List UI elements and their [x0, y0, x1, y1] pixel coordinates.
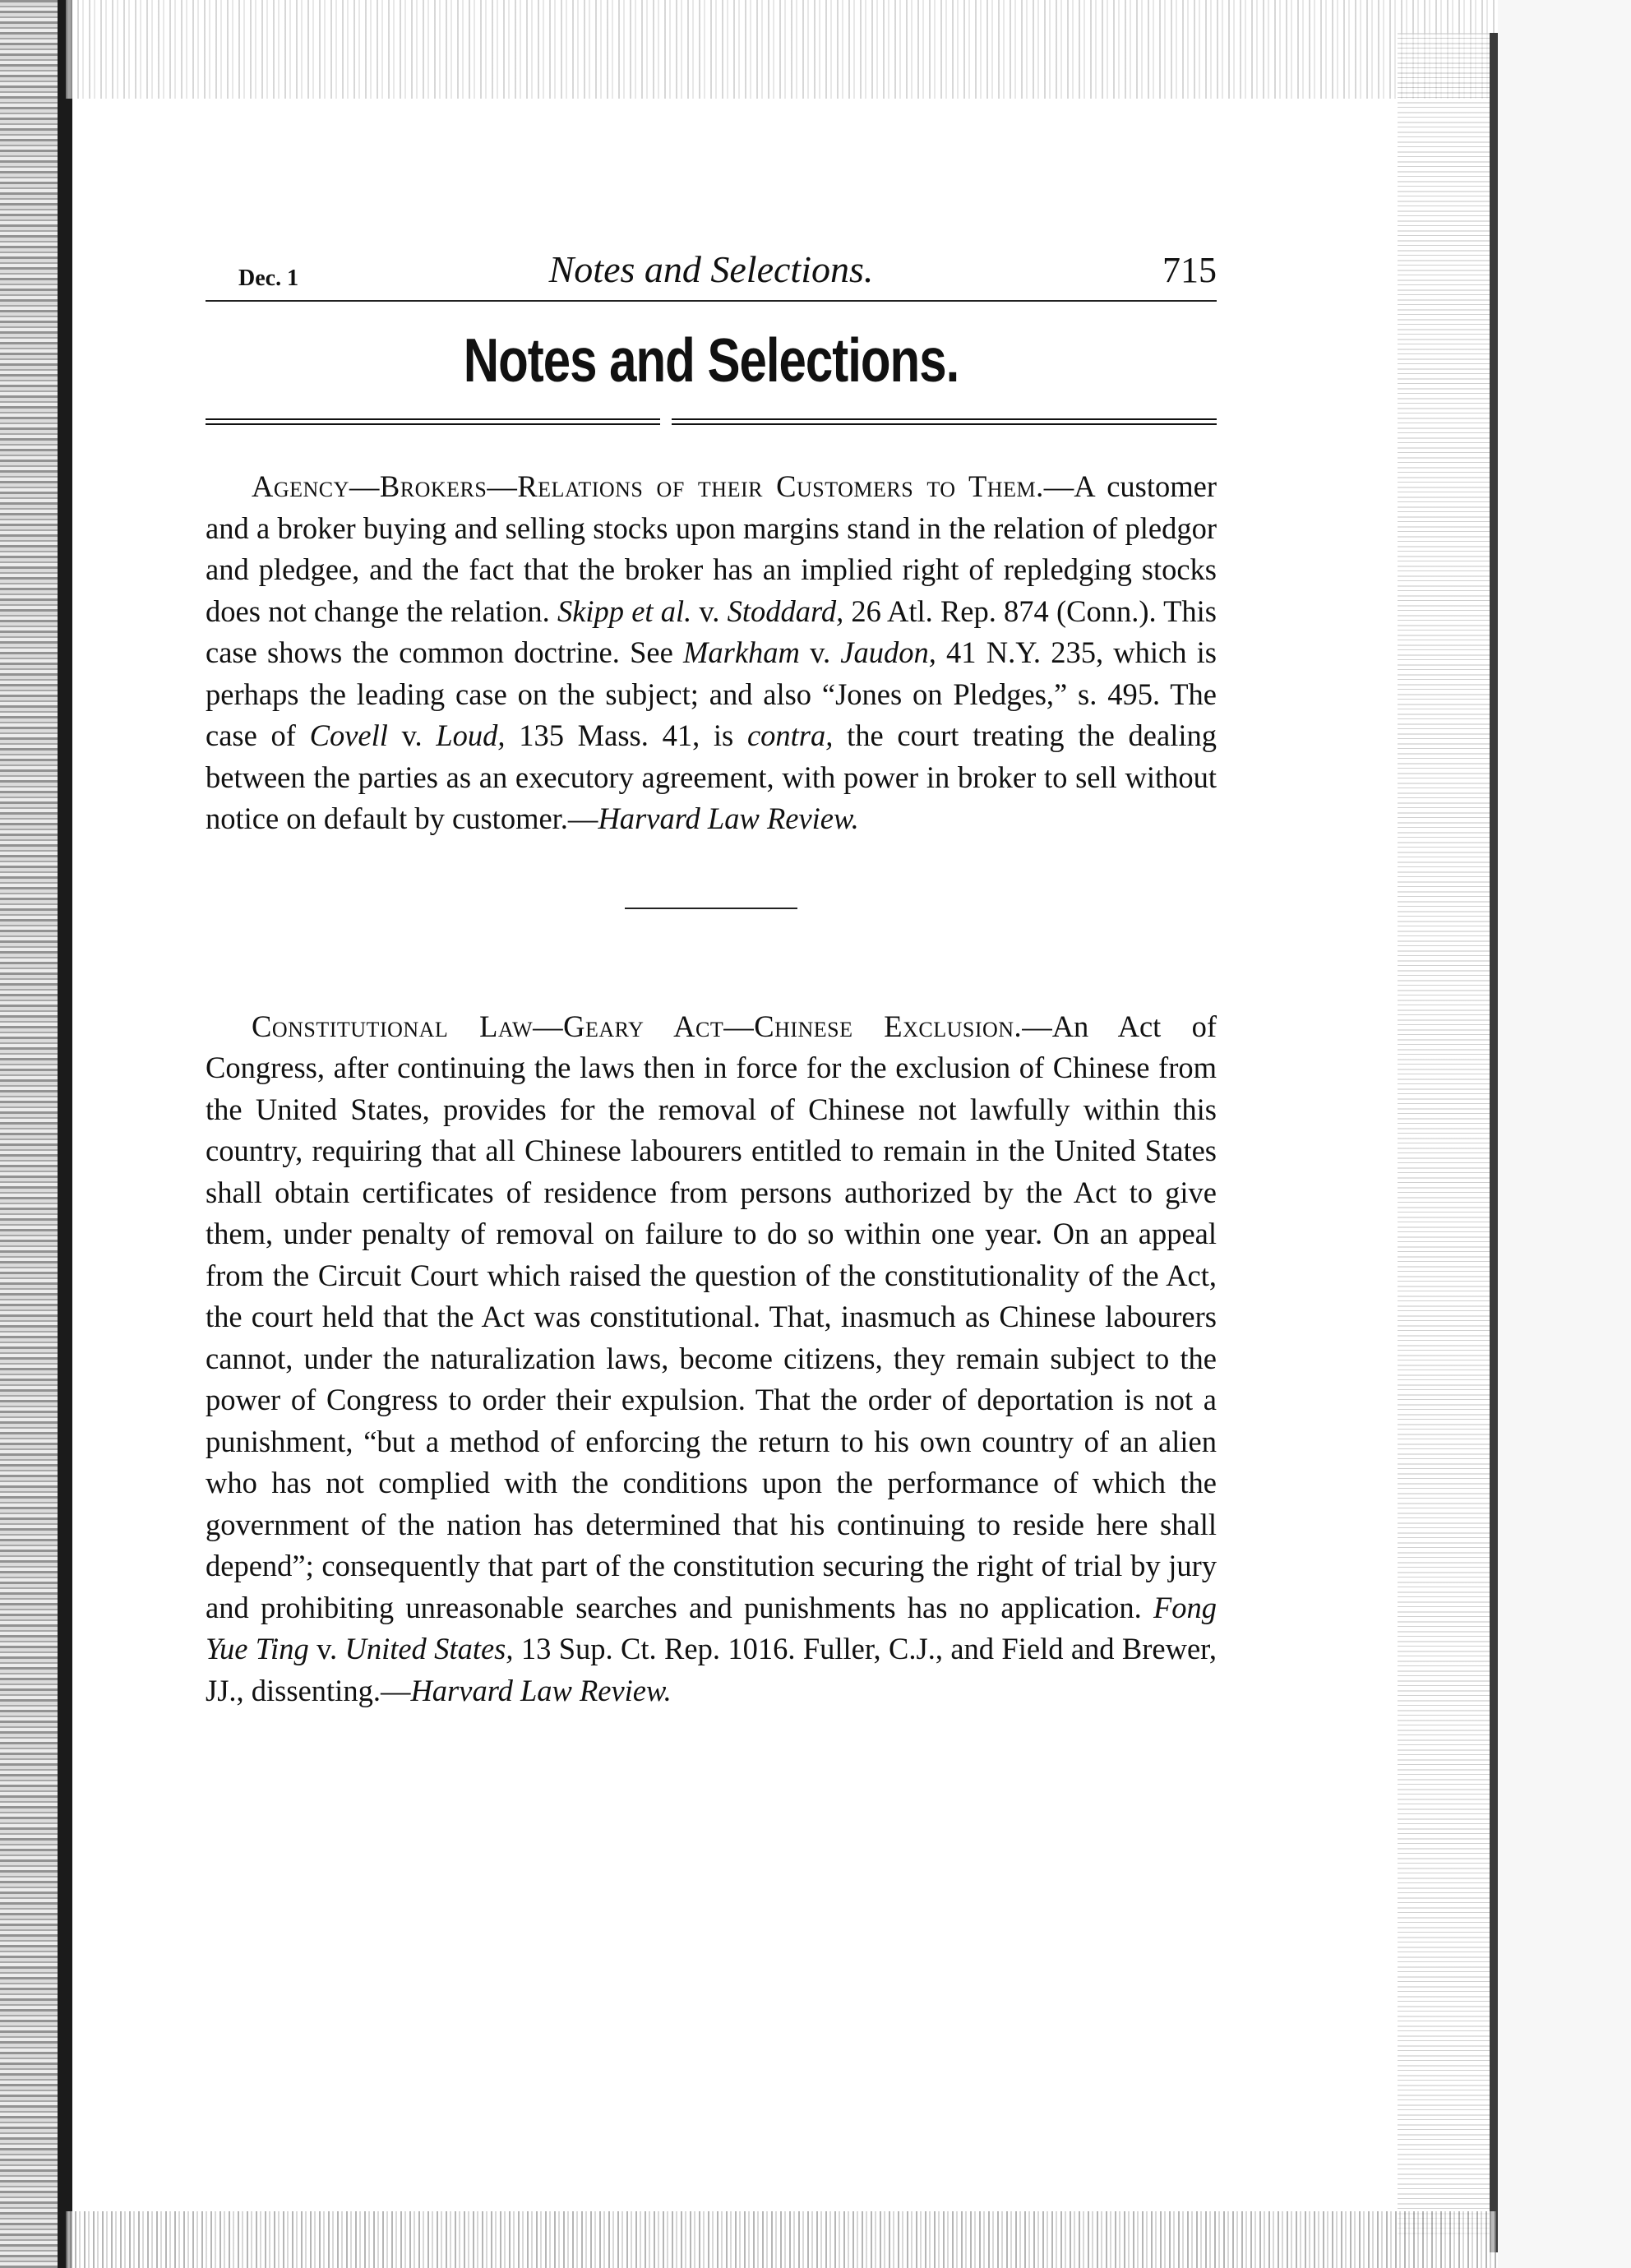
versus: v.	[387, 718, 437, 752]
page	[206, 243, 1217, 1742]
source-citation: Harvard Law Review.	[598, 801, 859, 835]
section-title: Notes and Selections.	[463, 326, 959, 395]
article-agency-brokers	[206, 466, 1217, 840]
scan-noise-bottom	[66, 2211, 1496, 2268]
case-name: Jaudon,	[840, 635, 936, 669]
title-double-rule	[206, 418, 1217, 425]
case-name: Covell	[309, 718, 388, 752]
book-spine-edge	[58, 0, 72, 2268]
page-number: 715	[1162, 250, 1217, 290]
running-head-title: Notes and Selections.	[548, 248, 874, 290]
case-name: Skipp et al.	[557, 594, 692, 628]
scan-margin-right	[1498, 0, 1631, 2268]
running-head	[206, 243, 1217, 302]
article-text: 135 Mass. 41, is	[505, 718, 747, 752]
page-right-edge	[1490, 33, 1498, 2252]
article-text: 41 N.Y. 235, which is perhaps the leading case on the subject; and also “Jones on Pledges,” s. 495. The case of	[206, 635, 1217, 752]
scan-noise-top	[66, 0, 1513, 99]
article-text: 13 Sup. Ct. Rep. 1016. Fuller, C.J., and Field and Brewer, JJ., dissenting.—	[206, 1632, 1217, 1707]
versus: v.	[308, 1632, 345, 1665]
case-name: Fong Yue Ting	[206, 1590, 1217, 1665]
case-name: Loud,	[436, 718, 506, 752]
contra-term: contra,	[746, 718, 834, 752]
case-name: United States,	[344, 1632, 514, 1665]
source-citation: Harvard Law Review.	[410, 1673, 672, 1707]
scan-noise-right	[1398, 33, 1504, 2236]
article-heading: Agency—Brokers—Relations of their Customers to Them.	[252, 469, 1044, 503]
versus: v.	[799, 635, 841, 669]
article-heading: Constitutional Law—Geary Act—Chinese Exclusion.	[252, 1009, 1023, 1043]
case-name: Stoddard,	[727, 594, 844, 628]
article-text: —A customer and a broker buying and selling stocks upon margins stand in the relation of pledgor and pledgee, and the fact that the broker has an implied right of repledging stocks does not change the relation.	[206, 469, 1217, 628]
article-text: the court treating the dealing between the parties as an executory agreement, with power in broker to sell without notice on default by customer.—	[206, 718, 1217, 835]
article-text: —An Act of Congress, after continuing the laws then in force for the exclusion of Chinese from the United States, provides for the removal of Chinese not lawfully within this country, requiring that all Chinese labourers entitled to remain in the United States shall obtain certificates of residence from persons authorized by the Act to give them, under penalty of removal on failure to do so within one year. On an appeal from the Circuit Court which raised the question of the constitutionality of the Act, the court held that the Act was constitutional. That, inasmuch as Chinese labourers cannot, under the naturalization laws, become citizens, they remain subject to the power of Congress to order their expulsion. That the order of deportation is not a punishment, “but a method of enforcing the return to his own country of an alien who has not complied with the conditions upon the performance of which the government of the nation has determined that his continuing to reside here shall depend”; consequently that part of the constitution securing the right of trial by jury and prohibiting unreasonable searches and punishments has no application.	[206, 1009, 1217, 1624]
versus: v.	[691, 594, 728, 628]
article-constitutional-law	[206, 1006, 1217, 1712]
article-text: 26 Atl. Rep. 874 (Conn.). This case shows the common doctrine. See	[206, 594, 1217, 669]
case-name: Markham	[682, 635, 800, 669]
article-divider	[625, 908, 797, 909]
scan-shadow-left	[0, 0, 66, 2268]
running-head-date: Dec. 1	[238, 266, 299, 291]
